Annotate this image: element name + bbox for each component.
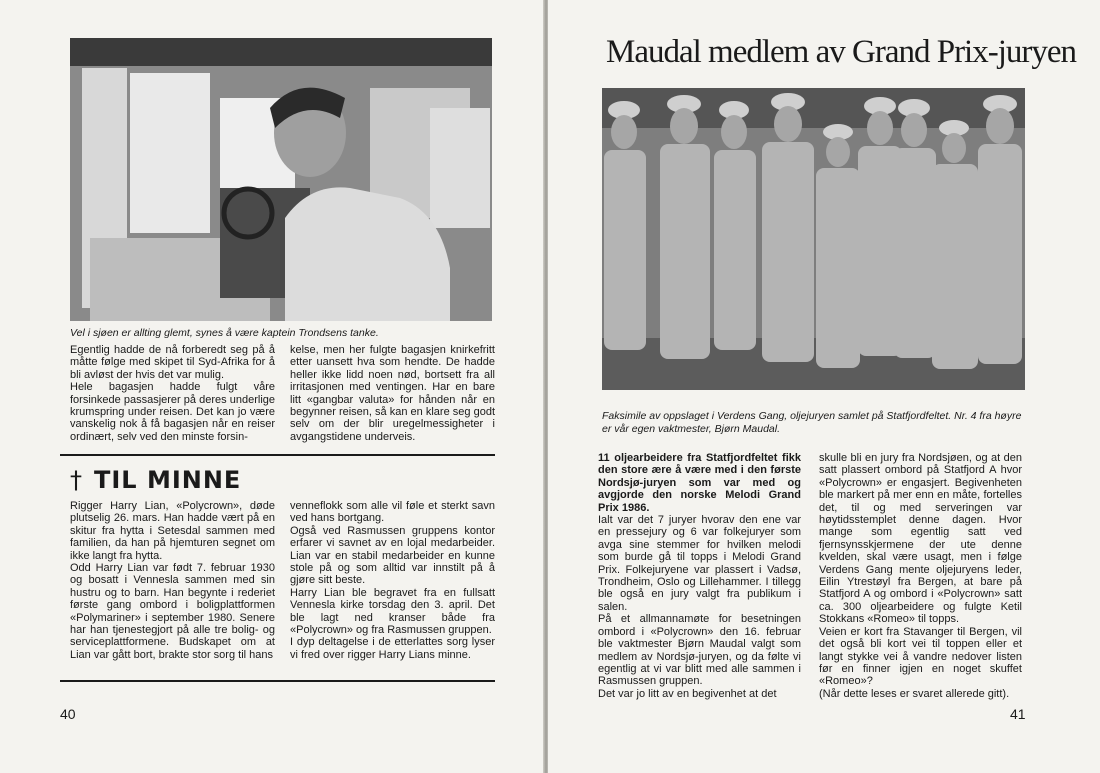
story-paragraph: kelse, men her fulgte bagasjen knirkefritt etter uansett hva som hendte. De hadde heller ikke lidd noen nød, bortsett fra all irritasjonen med ventingen. Har en bare litt «gangbar valuta» for hånden når en begynner reisen, så kan en klare seg godt selv om der blir uregelmessigheter i avgangstidene underveis. (290, 344, 495, 443)
page-headline: Maudal medlem av Grand Prix-juryen (606, 34, 1077, 70)
group-photo-illustration (602, 88, 1025, 390)
article-lead: 11 oljearbeidere fra Statfjordfeltet fikk den store ære å være med i den første Nordsjø-juryen som var med og avgjorde den norske Melodi Grand Prix 1986. (598, 452, 801, 514)
story-paragraph: Hele bagasjen hadde fulgt våre forsinkede passasjerer på deres underlige krumspring under reisen. Det kan jo være vanskelig nok å få bagasjen når en reiser ordinært, selv ved den minste forsin- (70, 381, 275, 443)
story-column-2 (290, 344, 495, 443)
memorial-heading (70, 466, 241, 494)
memorial-title: TIL MINNE (94, 466, 242, 494)
cross-icon: † (70, 466, 82, 494)
memorial-paragraph: Odd Harry Lian var født 7. februar 1930 og bosatt i Vennesla sammen med sin hustru og to barn. Han begynte i rederiet første gang ombord i boligplattformen «Polymariner» i september 1980. Senere har han tjenestegjort på alle tre bolig- og serviceplattformene. Budskapet om at Lian var gått bort, brakte stor sorg til hans (70, 562, 275, 661)
memorial-paragraph: Harry Lian ble begravet fra en fullsatt Vennesla kirke torsdag den 3. april. Det ble lagt ned kranser både fra «Polycrown» og fra Rasmussen gruppen. (290, 586, 495, 637)
memorial-column-2 (290, 500, 495, 661)
memorial-paragraph: Rigger Harry Lian, «Polycrown», døde plutselig 26. mars. Han hadde vært på en skitur fra hytta i Setesdal sammen med familien, da han på hjemturen segnet om ikke langt fra hytta. (70, 500, 275, 562)
left-page (0, 0, 545, 773)
story-paragraph: Egentlig hadde de nå forberedt seg på å måtte følge med skipet til Syd-Afrika for å bli avløst der hvis det var mulig. (70, 344, 275, 381)
section-divider (60, 454, 495, 456)
memorial-paragraph: I dyp deltagelse i de etterlattes sorg lyser vi fred over rigger Harry Lians minne. (290, 636, 495, 661)
bottom-divider (60, 680, 495, 682)
article-paragraph: På et allmannamøte for besetningen ombord i «Polycrown» den 16. februar ble vaktmester Bjørn Maudal valgt som medlem av Nordsjø-juryen, og da følte vi egentlig at vi var blitt med alle sammen i Rasmussen gruppen. (598, 613, 801, 688)
article-paragraph: Det var jo litt av en begivenhet at det (598, 687, 777, 700)
page-number: 40 (60, 706, 76, 722)
right-page (548, 0, 1100, 773)
photo-caption: Faksimile av oppslaget i Verdens Gang, oljejuryen samlet på Statfjordfeltet. Nr. 4 fra høyre er vår egen vaktmester, Bjørn Maudal. (602, 410, 1022, 435)
memorial-column-1 (70, 500, 275, 661)
memorial-paragraph: venneflokk som alle vil føle et sterkt savn ved hans bortgang. (290, 500, 495, 525)
article-column-2 (819, 452, 1022, 700)
article-column-1 (598, 452, 801, 700)
story-column-1 (70, 344, 275, 443)
photo-caption: Vel i sjøen er allting glemt, synes å være kaptein Trondsens tanke. (70, 327, 379, 339)
article-paragraph: Veien er kort fra Stavanger til Bergen, vil det også bli kort vei til toppen eller et langt stykke vei å vandre nedover listen før en finner igjen en noget skuffet «Romeo»? (819, 625, 1022, 688)
article-paragraph: skulle bli en jury fra Nordsjøen, og at den satt plassert ombord på Statfjord A hvor «Polycrown» er engasjert. Begivenheten ble markert på mer enn en måte, fortelles det, til og med serveringen var høytidsstemplet denne dagen. Hvor mange som egentlig satt ved fjernsynsskjermene der ute denne kvelden, skal være usagt, men i følge Verdens Gang mente oljejuryens leder, Eilin Ytrestøyl fra Bergen, at bare på Statfjord A og ombord i «Polycrown» satt ca. 300 oljearbeidere og fulgte Ketil Stokkans «Romeo» til topps. (819, 452, 1022, 626)
captain-at-ship-wheel-photo (70, 38, 492, 321)
oil-workers-jury-group-photo (602, 88, 1025, 390)
memorial-paragraph: Også ved Rasmussen gruppens kontor erfarer vi savnet av en lojal medarbeider. Lian var en stabil medarbeider en kunne stole på og som alltid var innstilt på å gjøre sitt beste. (290, 524, 495, 587)
photo-illustration (70, 38, 492, 321)
article-paragraph: Ialt var det 7 juryer hvorav den ene var en pressejury og 6 var folkejuryer som avga sine stemmer for hvilken melodi som burde gå til topps i Melodi Grand Prix. Folkejuryene var plassert i Vadsø, Trondheim, Oslo og Lillehammer. I tillegg ble også en jury valgt fra publikum i salen. (598, 514, 801, 613)
page-number: 41 (1010, 706, 1026, 722)
article-paragraph: (Når dette leses er svaret allerede gitt). (819, 687, 1010, 700)
